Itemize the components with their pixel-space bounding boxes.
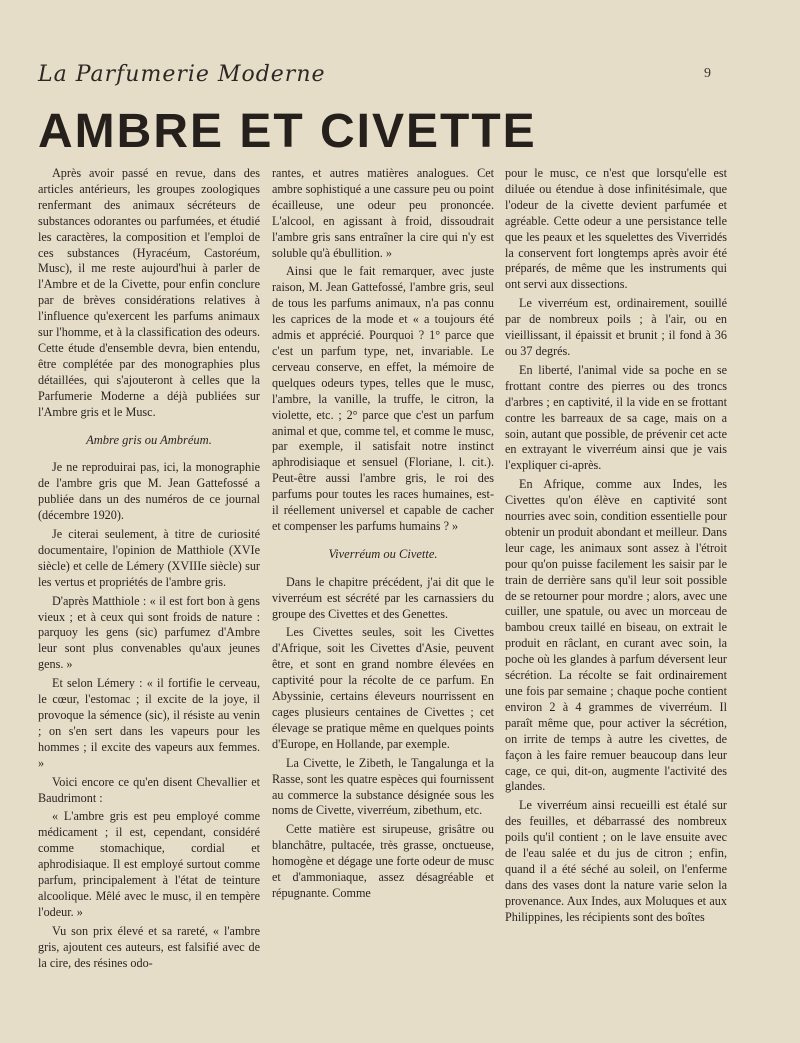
paragraph: Ainsi que le fait remarquer, avec juste raison, M. Jean Gattefossé, l'ambre gris, seul de tous les parfums animaux, n'a pas connu les caprices de la mode et « a toujours été admis et apprécié. Pourquoi ? 1° parce que c'est un parfum type, net, invariable. Le cerveau conserve, en effet, la mémoire de quelques odeurs types, telles que le musc, l'ambre, la vanille, la truffe, le citron, la violette, etc. ; 2° parce que c'est un parfum animal et que, comme tel, et comme le musc, par exemple, il satisfait notre instinct aphrodisiaque et sensuel (Floriane, l. cit.). Peut-être aussi l'ambre gris, le roi des parfums pour toutes les races humaines, est-il réellement universel et capable de cacher et compenser les parfums humains ? » [272, 264, 494, 533]
paragraph: Les Civettes seules, soit les Civettes d'Afrique, soit les Civettes d'Asie, peuvent être, et sont en grand nombre élevées en captivité pour la récolte de ce parfum. En Abyssinie, certains éleveurs nourrissent en cages plusieurs centaines de Civettes ; cet élevage se pratique même en quelques points d'Europe, en Hollande, par exemple. [272, 625, 494, 751]
paragraph: En liberté, l'animal vide sa poche en se frottant contre des pierres ou des troncs d'arbres ; en captivité, il la vide en se frottant contre les barreaux de sa cage, mais on a soin, autant que possible, de prévenir cet acte en extrayant le viverréum ainsi que je vais l'expliquer ci-après. [505, 362, 727, 473]
paragraph: Vu son prix élevé et sa rareté, « l'ambre gris, ajoutent ces auteurs, est falsifié avec de la cire, des résines odo- [38, 923, 260, 970]
paragraph: Je citerai seulement, à titre de curiosité documentaire, l'opinion de Matthiole (XVIe siècle) et celle de Lémery (XVIIIe siècle) sur les vertus et propriétés de l'ambre gris. [38, 527, 260, 589]
paragraph: Cette matière est sirupeuse, grisâtre ou blanchâtre, pultacée, très grasse, onctueuse, homogène et dégage une forte odeur de musc et d'ammoniaque, assez désagréable et répugnante. Comme [272, 822, 494, 900]
paragraph: D'après Matthiole : « il est fort bon à gens vieux ; et à ceux qui sont froids de nature : parquoy les gens (sic) parfumez d'Ambre leur sont plus convenables qu'aux jeunes gens. » [38, 593, 260, 672]
paragraph: Après avoir passé en revue, dans des articles antérieurs, les groupes zoologiques renfermant des animaux sécréteurs de substances odorantes ou parfumées, et étudié les caractères, la composition et l'emploi de ces substances (Hyracéum, Castoréum, Musc), il me reste aujourd'hui à parler de l'Ambre et de la Civette, pour enfin conclure par de brèves considérations relatives à l'influence qu'exercent les parfums animaux sur l'homme, et à la classification des odeurs. Cette étude d'ensemble devra, bien entendu, être complétée par des monographies plus détaillées, qui s'ajouteront à celles que la Parfumerie Moderne a déjà publiées sur l'Ambre gris et le Musc. [38, 166, 260, 419]
paragraph: Voici encore ce qu'en disent Chevallier et Baudrimont : [38, 774, 260, 805]
page-number: 9 [704, 66, 711, 81]
column-1 [38, 166, 260, 975]
column-2 [272, 166, 494, 905]
masthead: La Parfumerie Moderne [38, 62, 326, 87]
paragraph: Le viverréum ainsi recueilli est étalé sur des feuilles, et débarrassé des nombreux poils qu'il contient ; on le lave ensuite avec de l'eau salée et du jus de citron ; enfin, quand il a été séché au soleil, on l'enferme dans des vases dont la nature varie selon la provenance. Aux Indes, aux Moluques et aux Philippines, les récipients sont des boîtes [505, 798, 727, 924]
paragraph: rantes, et autres matières analogues. Cet ambre sophistiqué a une cassure peu ou point écailleuse, une odeur peu prononcée. L'alcool, en agissant à froid, dissoudrait l'ambre gris sans entraîner la cire qui n'y est soluble qu'à ébullition. » [272, 166, 494, 260]
article-title: AMBRE ET CIVETTE [38, 105, 537, 158]
column-3 [505, 166, 727, 929]
paragraph: La Civette, le Zibeth, le Tangalunga et la Rasse, sont les quatre espèces qui fournissent au commerce la substance désignée sous les noms de Civette, viverréum, zibethum, etc. [272, 755, 494, 818]
paragraph: Je ne reproduirai pas, ici, la monographie de l'ambre gris que M. Jean Gattefossé a publiée dans un des numéros de ce journal (décembre 1920). [38, 460, 260, 523]
paragraph: pour le musc, ce n'est que lorsqu'elle est diluée ou étendue à dose infinitésimale, que l'odeur de la civette devient parfumée et agréable. Cette odeur a une persistance telle que les peaux et les squelettes des Viverridés la conservent fort longtemps après avoir été préparés, de même que les instruments qui ont servi aux dissections. [505, 166, 727, 292]
section-heading: Ambre gris ou Ambréum. [86, 432, 212, 447]
paragraph: Et selon Lémery : « il fortifie le cerveau, le cœur, l'estomac ; il excite de la joye, il provoque la sémence (sic), il résiste au venin ; on s'en sert dans les vapeurs pour les hommes ; il excite des vapeurs aux femmes. » [38, 676, 260, 770]
section-heading: Viverréum ou Civette. [328, 546, 438, 561]
paragraph: « L'ambre gris est peu employé comme médicament ; il est, cependant, considéré comme stomachique, cordial et aphrodisiaque. Il est employé surtout comme parfum, principalement à l'état de teinture alcoolique. Mêlé avec le musc, il en tempère l'odeur. » [38, 809, 260, 919]
paragraph: Le viverréum est, ordinairement, souillé par de nombreux poils ; à l'air, ou en vieillissant, il épaissit et brunit ; il fond à 36 ou 37 degrés. [505, 296, 727, 358]
paragraph: En Afrique, comme aux Indes, les Civettes qu'on élève en captivité sont nourries avec soin, condition essentielle pour obtenir un produit abondant et meilleur. Dans leur cage, les animaux sont assez à l'étroit pour qu'on puisse facilement les saisir par le train de derrière sans qu'il leur soit possible de se retourner pour mordre ; alors, avec une cuiller, une spatule, ou avec un morceau de bambou creux taillé en biseau, on extrait le produit en râclant, en curant avec soin, la poche où les glandes à parfum déversent leur sécrétion. La récolte se fait ordinairement une fois par semaine ; chaque poche contient environ 2 à 4 grammes de viverréum. Il paraît même que, pour activer la sécrétion, on irrite de temps à autre les civettes, de façon à les faire remuer beaucoup dans leur cage, ce qui, dit-on, augmente l'activité des glandes. [505, 477, 727, 794]
paragraph: Dans le chapitre précédent, j'ai dit que le viverréum est sécrété par les carnassiers du groupe des Civettes et des Genettes. [272, 574, 494, 621]
